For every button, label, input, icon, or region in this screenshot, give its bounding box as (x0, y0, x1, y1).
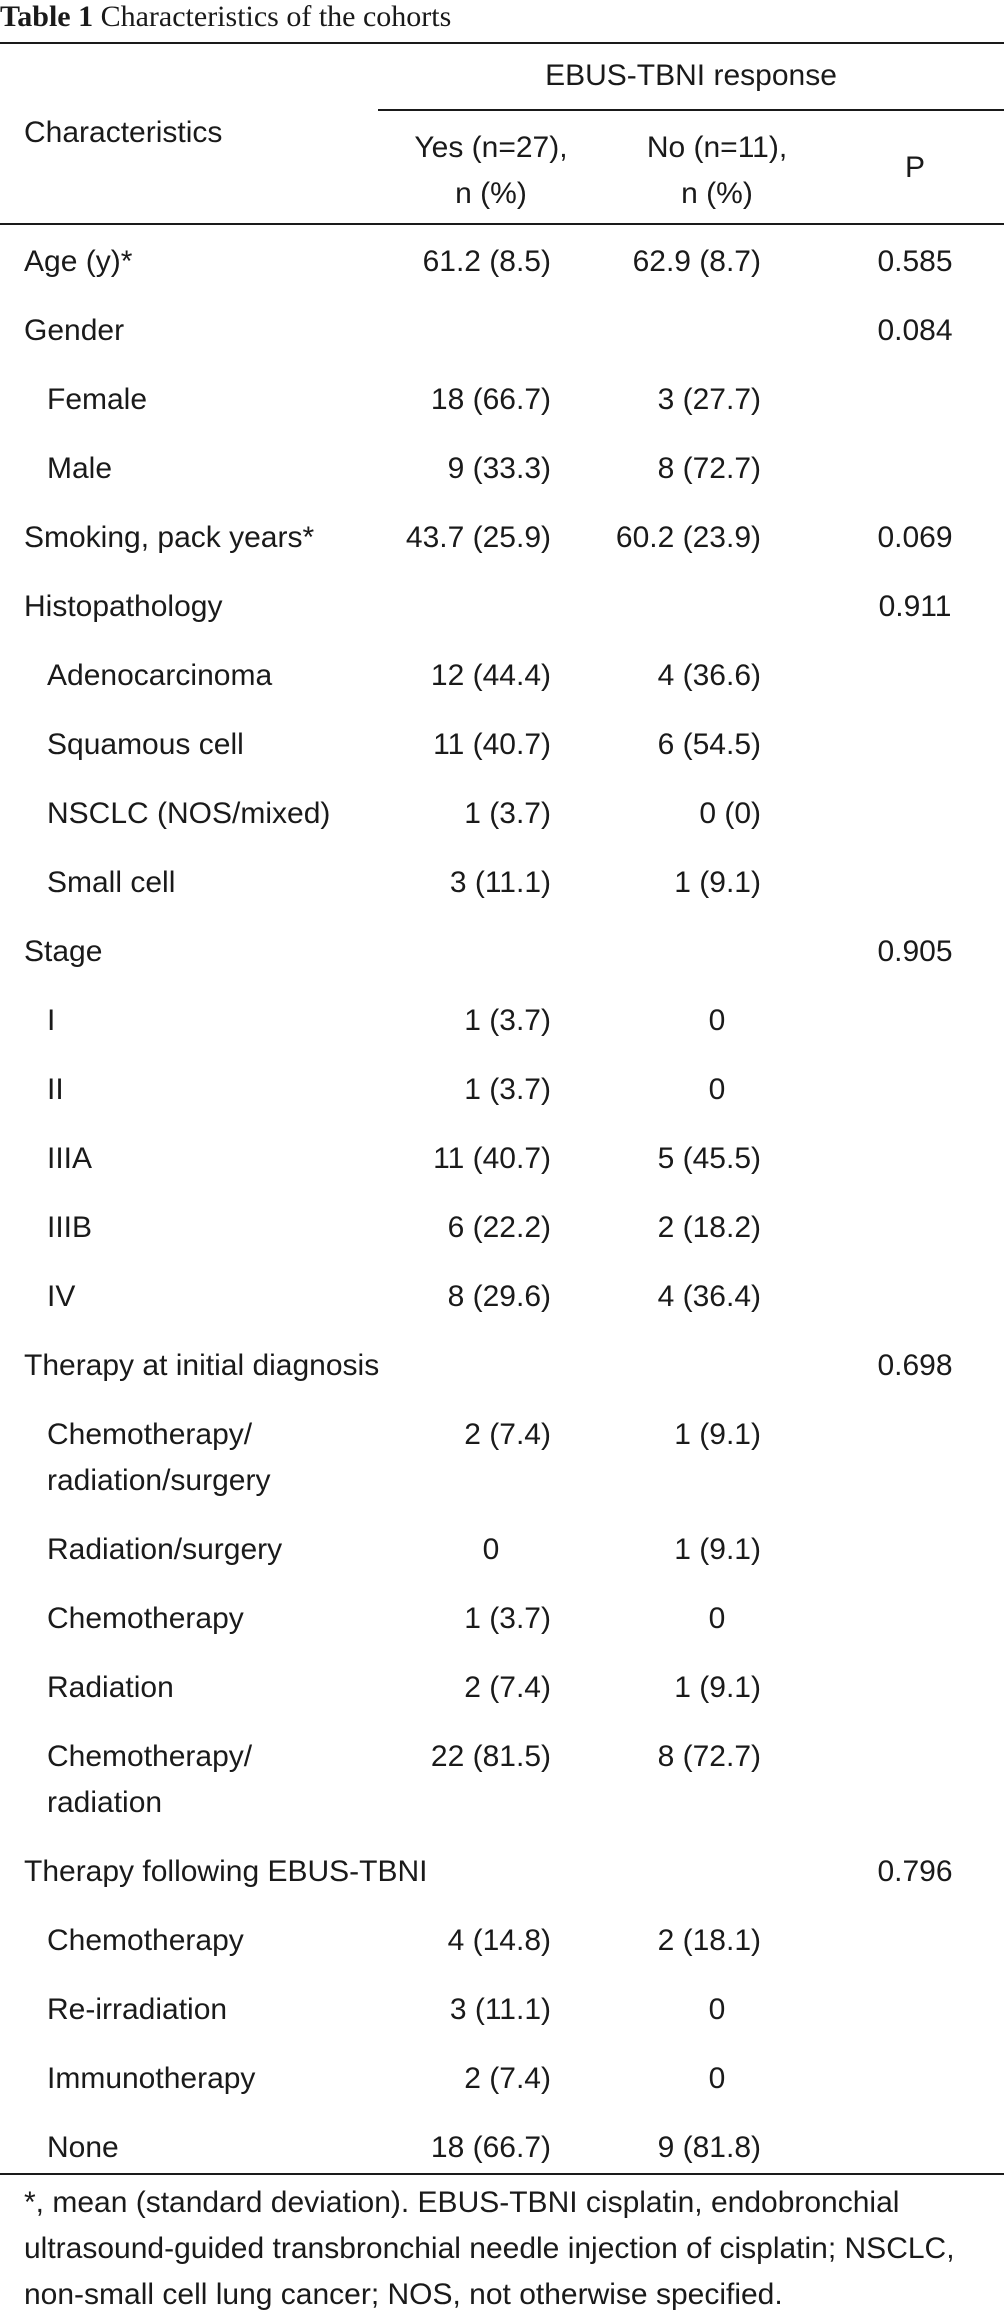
table-row (0, 572, 1004, 641)
row-yes-value: 2 (7.4) (464, 2062, 551, 2095)
row-label: Smoking, pack years* (24, 521, 315, 554)
row-label: Age (y)* (24, 245, 133, 278)
table-row (0, 986, 1004, 1055)
row-p-value: 0.069 (877, 521, 953, 554)
table-row (0, 1975, 1004, 2044)
group-rule (378, 109, 1004, 111)
table-row (0, 1584, 1004, 1653)
table-row (0, 1837, 1004, 1906)
row-no-value: 0 (708, 2062, 726, 2095)
row-yes-value: 9 (33.3) (447, 452, 551, 485)
table-row (0, 296, 1004, 365)
table-row (0, 848, 1004, 917)
table-row (0, 1055, 1004, 1124)
row-label: Histopathology (24, 590, 223, 623)
table-row (0, 1400, 1004, 1515)
table-row (0, 503, 1004, 572)
row-no-value: 62.9 (8.7) (632, 245, 761, 278)
row-no-value: 1 (9.1) (674, 1671, 761, 1704)
row-no-value: 5 (45.5) (657, 1142, 761, 1175)
row-yes-value: 2 (7.4) (464, 1671, 551, 1704)
table-row (0, 1262, 1004, 1331)
table-row (0, 434, 1004, 503)
header-characteristics: Characteristics (24, 116, 223, 149)
row-p-value: 0.698 (877, 1349, 953, 1382)
row-label (47, 1734, 407, 1826)
row-no-value: 0 (708, 1004, 726, 1037)
row-label: Female (47, 383, 148, 416)
row-no-value: 1 (9.1) (674, 1418, 761, 1451)
table-row (0, 710, 1004, 779)
table-row (0, 2113, 1004, 2182)
row-yes-value: 2 (7.4) (464, 1418, 551, 1451)
table-row (0, 1722, 1004, 1837)
table-row (0, 917, 1004, 986)
row-label: Chemotherapy (47, 1602, 244, 1635)
row-no-value: 2 (18.2) (657, 1211, 761, 1244)
row-yes-value: 4 (14.8) (447, 1924, 551, 1957)
row-label: Radiation (47, 1671, 174, 1704)
table-row (0, 641, 1004, 710)
row-no-value: 4 (36.4) (657, 1280, 761, 1313)
row-label: Re-irradiation (47, 1993, 228, 2026)
table-row (0, 1193, 1004, 1262)
row-yes-value: 6 (22.2) (447, 1211, 551, 1244)
row-no-value: 0 (708, 1602, 726, 1635)
row-label: Chemotherapy (47, 1924, 244, 1957)
header-no (604, 125, 830, 217)
table-row (0, 365, 1004, 434)
row-yes-value: 61.2 (8.5) (422, 245, 551, 278)
row-no-value: 3 (27.7) (657, 383, 761, 416)
row-label-line1: Chemotherapy/ (47, 1418, 253, 1451)
row-label-line2: radiation/surgery (47, 1464, 271, 1497)
table-row (0, 2044, 1004, 2113)
table-row (0, 1906, 1004, 1975)
row-label: Therapy following EBUS-TBNI (24, 1855, 428, 1888)
row-yes-value: 8 (29.6) (447, 1280, 551, 1313)
row-label: Small cell (47, 866, 176, 899)
table-caption (0, 0, 451, 34)
table-title: Characteristics of the cohorts (100, 0, 452, 33)
row-yes-value: 22 (81.5) (430, 1740, 551, 1773)
row-label-line1: Chemotherapy/ (47, 1740, 253, 1773)
row-label: None (47, 2131, 119, 2164)
table-row (0, 1331, 1004, 1400)
row-p-value: 0.796 (877, 1855, 953, 1888)
row-yes-value: 1 (3.7) (464, 1073, 551, 1106)
row-label: Male (47, 452, 113, 485)
header-yes-line1: Yes (n=27), (414, 131, 568, 164)
row-yes-value: 3 (11.1) (449, 866, 551, 899)
row-label: Immunotherapy (47, 2062, 256, 2095)
row-yes-value: 18 (66.7) (430, 383, 551, 416)
table-footnote: *, mean (standard deviation). EBUS-TBNI cisplatin, endobronchial ultrasound-guided transbronchial needle injection of cisplatin; NSCLC, non-small cell lung cancer; NOS, not otherwise specified. (24, 2186, 955, 2311)
row-yes-value: 1 (3.7) (464, 1004, 551, 1037)
row-yes-value: 12 (44.4) (430, 659, 551, 692)
header-yes (378, 125, 604, 217)
table-row (0, 227, 1004, 296)
row-label: I (47, 1004, 56, 1037)
row-yes-value: 3 (11.1) (449, 1993, 551, 2026)
row-no-value: 8 (72.7) (657, 1740, 761, 1773)
row-label: Therapy at initial diagnosis (24, 1349, 380, 1382)
header-p: P (904, 151, 925, 184)
row-label: IIIB (47, 1211, 93, 1244)
row-yes-value: 18 (66.7) (430, 2131, 551, 2164)
row-label: IIIA (47, 1142, 93, 1175)
row-no-value: 60.2 (23.9) (615, 521, 761, 554)
row-label-line2: radiation (47, 1786, 163, 1819)
row-yes-value: 11 (40.7) (433, 728, 551, 761)
table-row (0, 1515, 1004, 1584)
row-p-value: 0.585 (877, 245, 953, 278)
row-label: Adenocarcinoma (47, 659, 273, 692)
row-label: II (47, 1073, 64, 1106)
row-no-value: 2 (18.1) (657, 1924, 761, 1957)
row-p-value: 0.905 (877, 935, 953, 968)
header-yes-line2: n (%) (455, 177, 527, 210)
table-row (0, 1124, 1004, 1193)
row-no-value: 0 (0) (699, 797, 761, 830)
row-label: Stage (24, 935, 103, 968)
table-label: Table 1 (0, 0, 94, 33)
row-yes-value: 1 (3.7) (464, 1602, 551, 1635)
row-no-value: 0 (708, 1993, 726, 2026)
row-yes-value: 11 (40.7) (433, 1142, 551, 1175)
row-label: Squamous cell (47, 728, 244, 761)
row-no-value: 6 (54.5) (657, 728, 761, 761)
row-yes-value: 1 (3.7) (464, 797, 551, 830)
table-row (0, 1653, 1004, 1722)
row-label: NSCLC (NOS/mixed) (47, 797, 331, 830)
row-no-value: 4 (36.6) (657, 659, 761, 692)
row-no-value: 9 (81.8) (657, 2131, 761, 2164)
row-yes-value: 43.7 (25.9) (405, 521, 551, 554)
table-body (0, 227, 1004, 2182)
row-label: IV (47, 1280, 76, 1313)
row-yes-value: 0 (482, 1533, 500, 1566)
row-no-value: 8 (72.7) (657, 452, 761, 485)
top-rule (0, 42, 1004, 44)
row-no-value: 1 (9.1) (674, 866, 761, 899)
header-rule (0, 223, 1004, 225)
row-no-value: 0 (708, 1073, 726, 1106)
header-no-line2: n (%) (681, 177, 753, 210)
header-no-line1: No (n=11), (646, 131, 788, 164)
row-label: Gender (24, 314, 125, 347)
table-row (0, 779, 1004, 848)
row-p-value: 0.911 (878, 590, 952, 623)
header-group-ebus-tbni-response: EBUS-TBNI response (545, 59, 837, 92)
row-p-value: 0.084 (877, 314, 953, 347)
row-label: Radiation/surgery (47, 1533, 283, 1566)
row-no-value: 1 (9.1) (674, 1533, 761, 1566)
row-label (47, 1412, 407, 1504)
